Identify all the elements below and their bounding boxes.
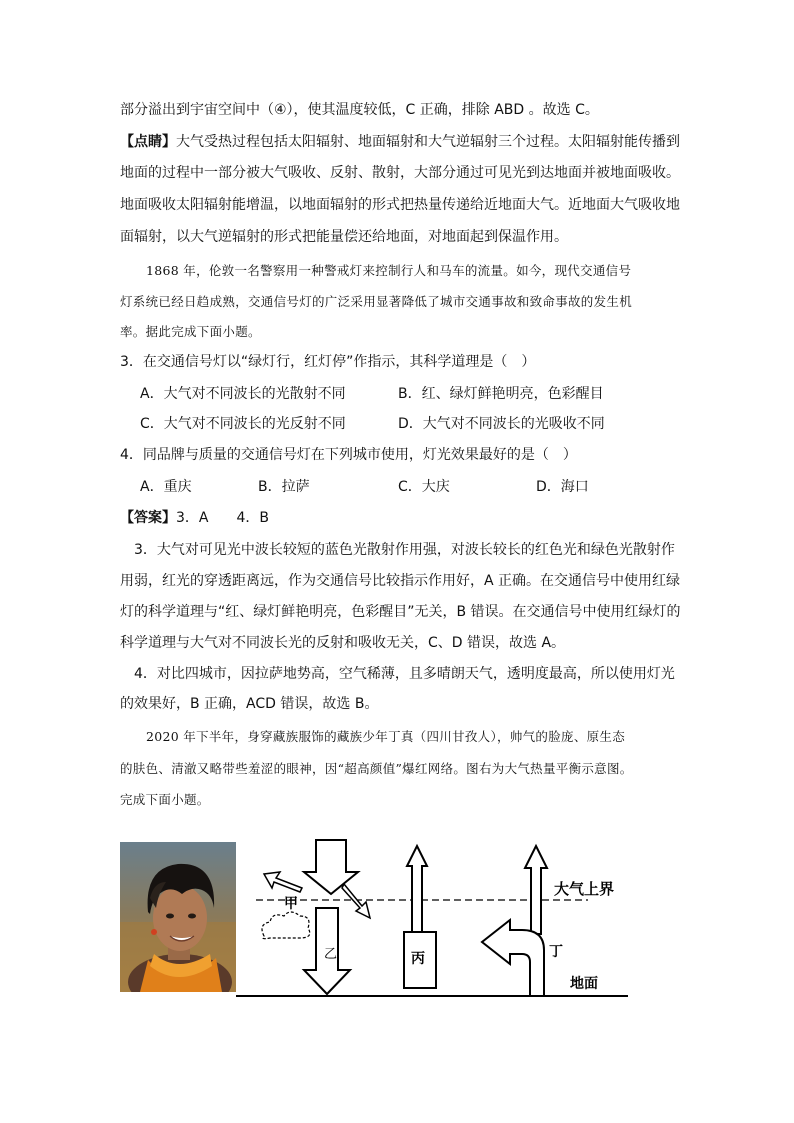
arrow-bing-up: [407, 846, 427, 934]
option-4b: B．拉萨: [258, 479, 310, 495]
option-3c: C．大气对不同波长的光反射不同: [140, 416, 346, 432]
explanation-line: 用弱，红光的穿透距离远，作为交通信号比较指示作用好，A 正确。在交通信号中使用红绿: [120, 573, 681, 589]
label-jia: 甲: [284, 896, 298, 912]
option-4c: C．大庆: [398, 479, 450, 495]
tip-paragraph-line: [120, 132, 680, 152]
diagram-canvas: [236, 838, 636, 1004]
text-line: 部分溢出到宇宙空间中（④），使其温度较低，C 正确，排除 ABD 。故选 C。: [120, 102, 599, 118]
option-4a: A．重庆: [140, 479, 192, 495]
label-ground: 地面: [570, 976, 598, 992]
option-3d: D．大气对不同波长的光吸收不同: [398, 416, 605, 432]
label-yi: 乙: [324, 947, 338, 962]
explanation-line: 灯的科学道理与“红、绿灯鲜艳明亮，色彩醒目”无关，B 错误。在交通信号中使用红绿灯的: [120, 604, 681, 620]
option-4d: D．海口: [536, 479, 589, 495]
explanation-line: 4．对比四城市，因拉萨地势高，空气稀薄，且多晴朗天气，透明度最高，所以使用灯光: [134, 666, 675, 682]
explanation-line: 的效果好，B 正确，ACD 错误，故选 B。: [120, 696, 379, 712]
explanation-line: 3．大气对可见光中波长较短的蓝色光散射作用强，对波长较长的红色光和绿色光散射作: [134, 542, 675, 558]
answer-tag: 【答案】: [120, 510, 176, 526]
text-line: 面辐射，以大气逆辐射的形式把能量偿还给地面，对地面起到保温作用。: [120, 229, 568, 245]
material-line: 率。据此完成下面小题。: [120, 324, 261, 339]
material-line: 2020 年下半年，身穿藏族服饰的藏族少年丁真（四川甘孜人），帅气的脸庞、原生态: [146, 729, 626, 744]
tip-text: 大气受热过程包括太阳辐射、地面辐射和大气逆辐射三个过程。太阳辐射能传播到: [176, 134, 680, 150]
heat-balance-diagram: [236, 838, 636, 1004]
incoming-solar-arrow: [304, 840, 358, 894]
portrait-photo: [120, 842, 236, 992]
portrait-illustration: [120, 842, 236, 992]
explanation-line: 科学道理与大气对不同波长光的反射和吸收无关，C、D 错误，故选 A。: [120, 635, 566, 651]
material-line: 的肤色、清澈又略带些羞涩的眼神，因“超高颜值”爆红网络。图右为大气热量平衡示意图。: [120, 761, 633, 776]
option-3b: B．红、绿灯鲜艳明亮，色彩醒目: [398, 386, 604, 402]
question-4: 4．同品牌与质量的交通信号灯在下列城市使用，灯光效果最好的是（ ）: [120, 447, 577, 463]
question-3: 3．在交通信号灯以“绿灯行，红灯停”作指示，其科学道理是（ ）: [120, 354, 536, 370]
text-line: 地面吸收太阳辐射能增温，以地面辐射的形式把热量传递给近地面大气。近地面大气吸收地: [120, 197, 680, 213]
text-line: 地面的过程中一部分被大气吸收、反射、散射，大部分通过可见光到达地面并被地面吸收。: [120, 165, 680, 181]
answer-text: 3．A 4．B: [176, 510, 269, 526]
scattered-arrow: [342, 884, 370, 918]
material-line: 1868 年，伦敦一名警察用一种警戒灯来控制行人和马车的流量。如今，现代交通信号: [146, 263, 632, 278]
material-line: 灯系统已经日趋成熟，交通信号灯的广泛采用显著降低了城市交通事故和致命事故的发生机: [120, 294, 633, 309]
answer-line: [120, 508, 680, 528]
material-line: 完成下面小题。: [120, 792, 210, 807]
label-ding: 丁: [549, 944, 563, 960]
cloud-shape: [262, 912, 310, 939]
label-atmosphere-top: 大气上界: [554, 880, 615, 898]
arrow-ding-up: [525, 846, 547, 934]
label-bing: 丙: [411, 951, 425, 967]
tip-tag: 【点睛】: [120, 134, 176, 150]
arrow-ding-curve: [482, 920, 544, 996]
reflected-arrow: [264, 872, 302, 892]
option-3a: A．大气对不同波长的光散射不同: [140, 386, 346, 402]
